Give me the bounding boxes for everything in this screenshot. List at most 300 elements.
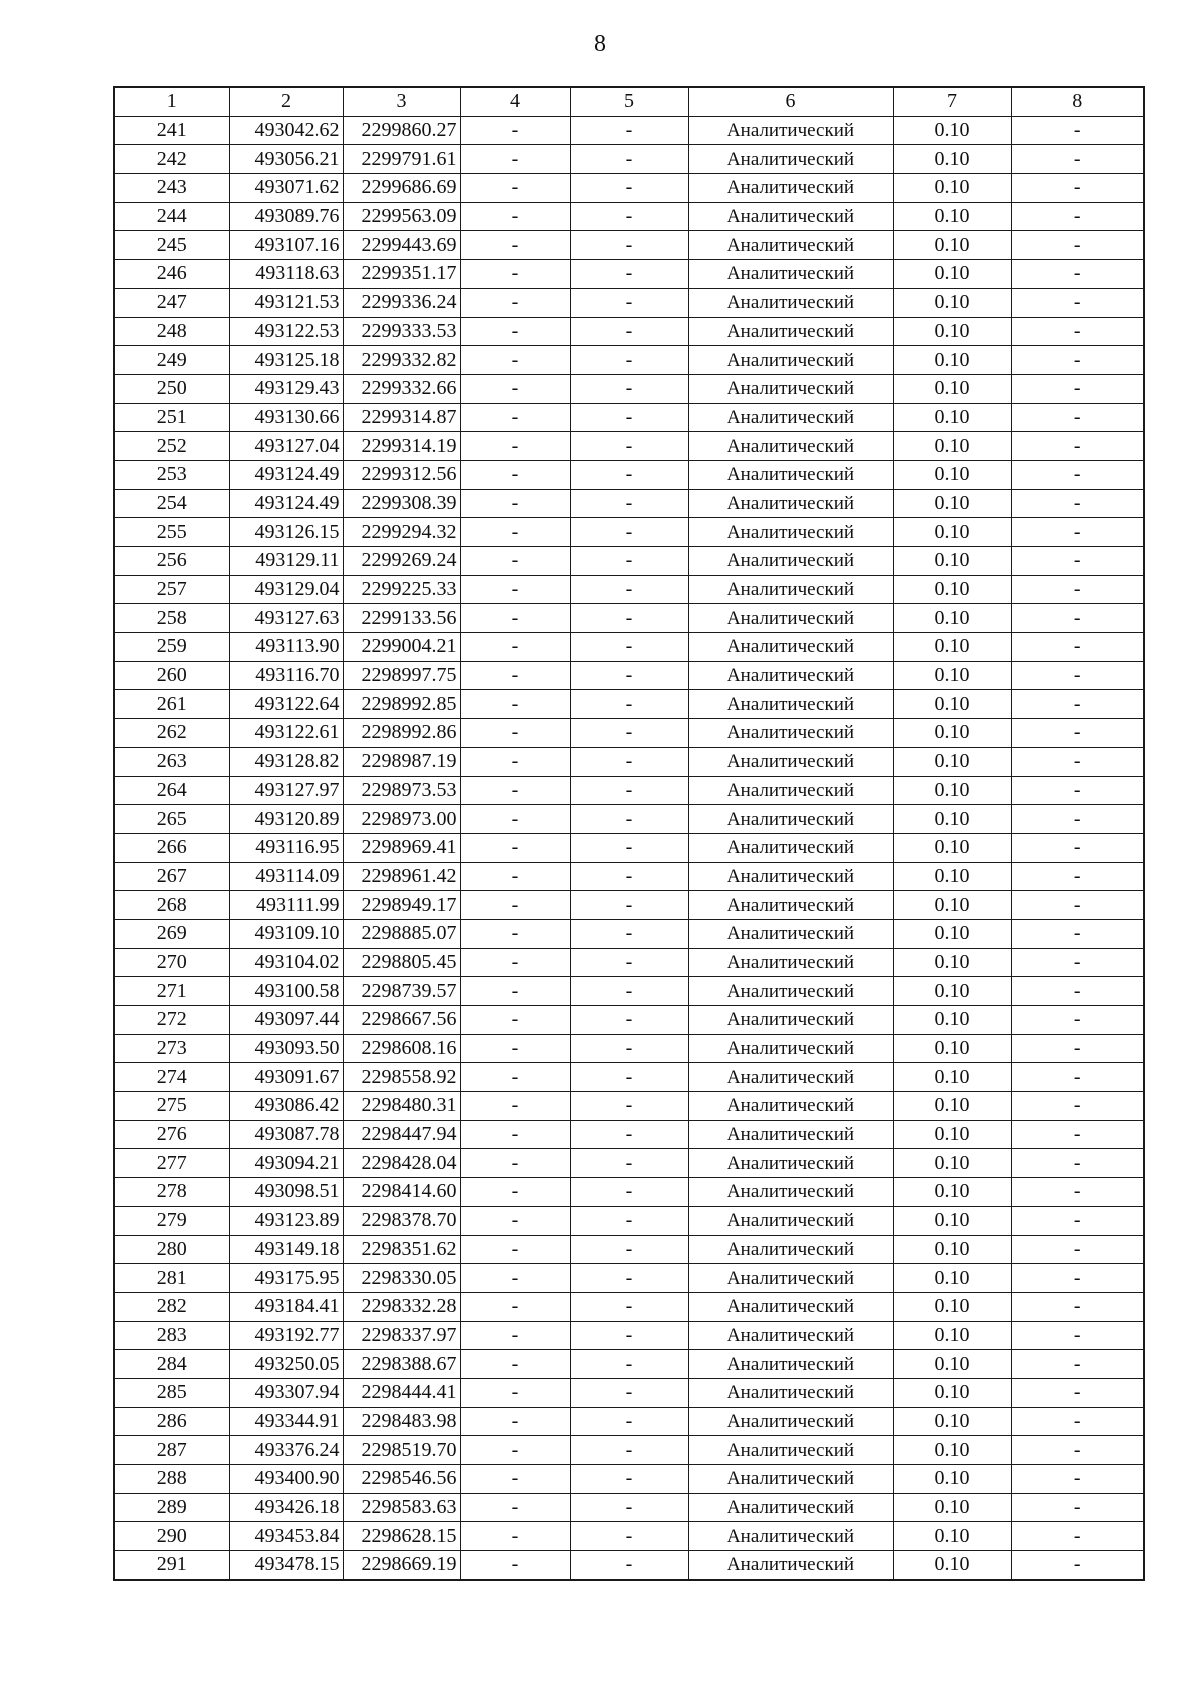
column-4-cell: - bbox=[460, 116, 570, 145]
x-coordinate-cell: 493089.76 bbox=[229, 202, 343, 231]
table-row bbox=[114, 1006, 1144, 1035]
y-coordinate-cell: 2298949.17 bbox=[343, 891, 460, 920]
accuracy-cell: 0.10 bbox=[893, 1378, 1011, 1407]
column-8-cell: - bbox=[1011, 489, 1144, 518]
column-8-cell: - bbox=[1011, 633, 1144, 662]
accuracy-cell: 0.10 bbox=[893, 805, 1011, 834]
column-4-cell: - bbox=[460, 1292, 570, 1321]
x-coordinate-cell: 493121.53 bbox=[229, 288, 343, 317]
column-8-cell: - bbox=[1011, 862, 1144, 891]
column-5-cell: - bbox=[570, 862, 688, 891]
method-cell: Аналитический bbox=[688, 1378, 893, 1407]
column-5-cell: - bbox=[570, 1034, 688, 1063]
y-coordinate-cell: 2298885.07 bbox=[343, 919, 460, 948]
column-4-cell: - bbox=[460, 948, 570, 977]
y-coordinate-cell: 2298628.15 bbox=[343, 1522, 460, 1551]
column-4-cell: - bbox=[460, 1350, 570, 1379]
point-number-cell: 243 bbox=[114, 174, 229, 203]
accuracy-cell: 0.10 bbox=[893, 1235, 1011, 1264]
point-number-cell: 249 bbox=[114, 346, 229, 375]
point-number-cell: 272 bbox=[114, 1006, 229, 1035]
method-cell: Аналитический bbox=[688, 145, 893, 174]
accuracy-cell: 0.10 bbox=[893, 231, 1011, 260]
accuracy-cell: 0.10 bbox=[893, 633, 1011, 662]
column-4-cell: - bbox=[460, 1493, 570, 1522]
table-row bbox=[114, 1092, 1144, 1121]
column-header: 1 bbox=[114, 87, 229, 116]
column-8-cell: - bbox=[1011, 1321, 1144, 1350]
x-coordinate-cell: 493400.90 bbox=[229, 1465, 343, 1494]
table-row bbox=[114, 719, 1144, 748]
column-5-cell: - bbox=[570, 1436, 688, 1465]
method-cell: Аналитический bbox=[688, 891, 893, 920]
x-coordinate-cell: 493149.18 bbox=[229, 1235, 343, 1264]
table-row bbox=[114, 202, 1144, 231]
point-number-cell: 250 bbox=[114, 374, 229, 403]
column-header: 6 bbox=[688, 87, 893, 116]
column-5-cell: - bbox=[570, 1092, 688, 1121]
point-number-cell: 260 bbox=[114, 661, 229, 690]
column-4-cell: - bbox=[460, 518, 570, 547]
column-4-cell: - bbox=[460, 346, 570, 375]
method-cell: Аналитический bbox=[688, 1493, 893, 1522]
point-number-cell: 266 bbox=[114, 833, 229, 862]
method-cell: Аналитический bbox=[688, 661, 893, 690]
point-number-cell: 244 bbox=[114, 202, 229, 231]
y-coordinate-cell: 2298378.70 bbox=[343, 1206, 460, 1235]
table-header-row bbox=[114, 87, 1144, 116]
column-8-cell: - bbox=[1011, 1235, 1144, 1264]
y-coordinate-cell: 2298667.56 bbox=[343, 1006, 460, 1035]
column-4-cell: - bbox=[460, 919, 570, 948]
point-number-cell: 265 bbox=[114, 805, 229, 834]
column-4-cell: - bbox=[460, 1149, 570, 1178]
column-5-cell: - bbox=[570, 1206, 688, 1235]
point-number-cell: 256 bbox=[114, 547, 229, 576]
accuracy-cell: 0.10 bbox=[893, 1465, 1011, 1494]
column-5-cell: - bbox=[570, 977, 688, 1006]
column-8-cell: - bbox=[1011, 604, 1144, 633]
x-coordinate-cell: 493125.18 bbox=[229, 346, 343, 375]
column-8-cell: - bbox=[1011, 948, 1144, 977]
column-4-cell: - bbox=[460, 891, 570, 920]
column-8-cell: - bbox=[1011, 1407, 1144, 1436]
table-row bbox=[114, 346, 1144, 375]
accuracy-cell: 0.10 bbox=[893, 1092, 1011, 1121]
x-coordinate-cell: 493127.97 bbox=[229, 776, 343, 805]
column-8-cell: - bbox=[1011, 1006, 1144, 1035]
x-coordinate-cell: 493094.21 bbox=[229, 1149, 343, 1178]
column-5-cell: - bbox=[570, 719, 688, 748]
column-8-cell: - bbox=[1011, 690, 1144, 719]
method-cell: Аналитический bbox=[688, 432, 893, 461]
x-coordinate-cell: 493042.62 bbox=[229, 116, 343, 145]
y-coordinate-cell: 2299443.69 bbox=[343, 231, 460, 260]
accuracy-cell: 0.10 bbox=[893, 1006, 1011, 1035]
column-5-cell: - bbox=[570, 805, 688, 834]
accuracy-cell: 0.10 bbox=[893, 604, 1011, 633]
point-number-cell: 247 bbox=[114, 288, 229, 317]
accuracy-cell: 0.10 bbox=[893, 460, 1011, 489]
column-4-cell: - bbox=[460, 1063, 570, 1092]
column-4-cell: - bbox=[460, 977, 570, 1006]
table-row bbox=[114, 1235, 1144, 1264]
column-5-cell: - bbox=[570, 489, 688, 518]
y-coordinate-cell: 2298973.53 bbox=[343, 776, 460, 805]
x-coordinate-cell: 493124.49 bbox=[229, 460, 343, 489]
table-row bbox=[114, 633, 1144, 662]
column-8-cell: - bbox=[1011, 288, 1144, 317]
table-row bbox=[114, 432, 1144, 461]
column-4-cell: - bbox=[460, 690, 570, 719]
table-row bbox=[114, 805, 1144, 834]
column-8-cell: - bbox=[1011, 1350, 1144, 1379]
method-cell: Аналитический bbox=[688, 805, 893, 834]
method-cell: Аналитический bbox=[688, 833, 893, 862]
accuracy-cell: 0.10 bbox=[893, 489, 1011, 518]
column-8-cell: - bbox=[1011, 1493, 1144, 1522]
table-row bbox=[114, 288, 1144, 317]
point-number-cell: 257 bbox=[114, 575, 229, 604]
column-header: 8 bbox=[1011, 87, 1144, 116]
column-8-cell: - bbox=[1011, 1149, 1144, 1178]
y-coordinate-cell: 2298997.75 bbox=[343, 661, 460, 690]
column-5-cell: - bbox=[570, 747, 688, 776]
column-8-cell: - bbox=[1011, 403, 1144, 432]
x-coordinate-cell: 493091.67 bbox=[229, 1063, 343, 1092]
point-number-cell: 285 bbox=[114, 1378, 229, 1407]
y-coordinate-cell: 2298669.19 bbox=[343, 1551, 460, 1580]
column-5-cell: - bbox=[570, 432, 688, 461]
column-4-cell: - bbox=[460, 403, 570, 432]
accuracy-cell: 0.10 bbox=[893, 317, 1011, 346]
method-cell: Аналитический bbox=[688, 116, 893, 145]
x-coordinate-cell: 493120.89 bbox=[229, 805, 343, 834]
accuracy-cell: 0.10 bbox=[893, 288, 1011, 317]
column-4-cell: - bbox=[460, 862, 570, 891]
y-coordinate-cell: 2298805.45 bbox=[343, 948, 460, 977]
table-row bbox=[114, 1178, 1144, 1207]
column-4-cell: - bbox=[460, 776, 570, 805]
accuracy-cell: 0.10 bbox=[893, 1178, 1011, 1207]
column-8-cell: - bbox=[1011, 145, 1144, 174]
column-8-cell: - bbox=[1011, 432, 1144, 461]
x-coordinate-cell: 493097.44 bbox=[229, 1006, 343, 1035]
column-4-cell: - bbox=[460, 805, 570, 834]
method-cell: Аналитический bbox=[688, 1321, 893, 1350]
column-5-cell: - bbox=[570, 202, 688, 231]
y-coordinate-cell: 2298969.41 bbox=[343, 833, 460, 862]
x-coordinate-cell: 493127.04 bbox=[229, 432, 343, 461]
accuracy-cell: 0.10 bbox=[893, 1264, 1011, 1293]
y-coordinate-cell: 2298546.56 bbox=[343, 1465, 460, 1494]
column-8-cell: - bbox=[1011, 1063, 1144, 1092]
accuracy-cell: 0.10 bbox=[893, 346, 1011, 375]
x-coordinate-cell: 493116.95 bbox=[229, 833, 343, 862]
column-8-cell: - bbox=[1011, 1292, 1144, 1321]
method-cell: Аналитический bbox=[688, 1149, 893, 1178]
column-5-cell: - bbox=[570, 633, 688, 662]
method-cell: Аналитический bbox=[688, 1465, 893, 1494]
point-number-cell: 252 bbox=[114, 432, 229, 461]
column-8-cell: - bbox=[1011, 317, 1144, 346]
column-8-cell: - bbox=[1011, 1465, 1144, 1494]
column-5-cell: - bbox=[570, 547, 688, 576]
accuracy-cell: 0.10 bbox=[893, 202, 1011, 231]
accuracy-cell: 0.10 bbox=[893, 977, 1011, 1006]
table-row bbox=[114, 231, 1144, 260]
accuracy-cell: 0.10 bbox=[893, 1407, 1011, 1436]
y-coordinate-cell: 2299294.32 bbox=[343, 518, 460, 547]
column-8-cell: - bbox=[1011, 1092, 1144, 1121]
column-8-cell: - bbox=[1011, 1178, 1144, 1207]
y-coordinate-cell: 2298558.92 bbox=[343, 1063, 460, 1092]
column-8-cell: - bbox=[1011, 1522, 1144, 1551]
point-number-cell: 246 bbox=[114, 260, 229, 289]
point-number-cell: 286 bbox=[114, 1407, 229, 1436]
column-4-cell: - bbox=[460, 202, 570, 231]
y-coordinate-cell: 2299332.82 bbox=[343, 346, 460, 375]
column-8-cell: - bbox=[1011, 719, 1144, 748]
x-coordinate-cell: 493344.91 bbox=[229, 1407, 343, 1436]
table-row bbox=[114, 1407, 1144, 1436]
column-5-cell: - bbox=[570, 1120, 688, 1149]
accuracy-cell: 0.10 bbox=[893, 1063, 1011, 1092]
method-cell: Аналитический bbox=[688, 862, 893, 891]
column-5-cell: - bbox=[570, 346, 688, 375]
method-cell: Аналитический bbox=[688, 1292, 893, 1321]
method-cell: Аналитический bbox=[688, 1407, 893, 1436]
y-coordinate-cell: 2299351.17 bbox=[343, 260, 460, 289]
column-5-cell: - bbox=[570, 891, 688, 920]
column-4-cell: - bbox=[460, 547, 570, 576]
column-5-cell: - bbox=[570, 374, 688, 403]
accuracy-cell: 0.10 bbox=[893, 833, 1011, 862]
y-coordinate-cell: 2298987.19 bbox=[343, 747, 460, 776]
column-4-cell: - bbox=[460, 260, 570, 289]
x-coordinate-cell: 493175.95 bbox=[229, 1264, 343, 1293]
accuracy-cell: 0.10 bbox=[893, 547, 1011, 576]
y-coordinate-cell: 2298351.62 bbox=[343, 1235, 460, 1264]
column-8-cell: - bbox=[1011, 518, 1144, 547]
method-cell: Аналитический bbox=[688, 1092, 893, 1121]
method-cell: Аналитический bbox=[688, 231, 893, 260]
point-number-cell: 288 bbox=[114, 1465, 229, 1494]
column-8-cell: - bbox=[1011, 260, 1144, 289]
table-row bbox=[114, 1493, 1144, 1522]
point-number-cell: 255 bbox=[114, 518, 229, 547]
y-coordinate-cell: 2299314.19 bbox=[343, 432, 460, 461]
table-row bbox=[114, 1034, 1144, 1063]
point-number-cell: 273 bbox=[114, 1034, 229, 1063]
column-8-cell: - bbox=[1011, 1206, 1144, 1235]
table-row bbox=[114, 690, 1144, 719]
table-row bbox=[114, 1522, 1144, 1551]
point-number-cell: 253 bbox=[114, 460, 229, 489]
method-cell: Аналитический bbox=[688, 747, 893, 776]
page-number: 8 bbox=[594, 31, 606, 57]
column-4-cell: - bbox=[460, 1034, 570, 1063]
column-5-cell: - bbox=[570, 1264, 688, 1293]
x-coordinate-cell: 493192.77 bbox=[229, 1321, 343, 1350]
column-5-cell: - bbox=[570, 145, 688, 174]
column-4-cell: - bbox=[460, 288, 570, 317]
y-coordinate-cell: 2298973.00 bbox=[343, 805, 460, 834]
method-cell: Аналитический bbox=[688, 1034, 893, 1063]
method-cell: Аналитический bbox=[688, 919, 893, 948]
y-coordinate-cell: 2298483.98 bbox=[343, 1407, 460, 1436]
x-coordinate-cell: 493087.78 bbox=[229, 1120, 343, 1149]
point-number-cell: 290 bbox=[114, 1522, 229, 1551]
column-5-cell: - bbox=[570, 1235, 688, 1264]
column-4-cell: - bbox=[460, 1465, 570, 1494]
point-number-cell: 254 bbox=[114, 489, 229, 518]
y-coordinate-cell: 2299336.24 bbox=[343, 288, 460, 317]
method-cell: Аналитический bbox=[688, 1522, 893, 1551]
y-coordinate-cell: 2298519.70 bbox=[343, 1436, 460, 1465]
x-coordinate-cell: 493307.94 bbox=[229, 1378, 343, 1407]
table-row bbox=[114, 145, 1144, 174]
column-8-cell: - bbox=[1011, 202, 1144, 231]
accuracy-cell: 0.10 bbox=[893, 948, 1011, 977]
column-5-cell: - bbox=[570, 1522, 688, 1551]
column-8-cell: - bbox=[1011, 661, 1144, 690]
column-header: 4 bbox=[460, 87, 570, 116]
column-4-cell: - bbox=[460, 661, 570, 690]
point-number-cell: 270 bbox=[114, 948, 229, 977]
point-number-cell: 259 bbox=[114, 633, 229, 662]
method-cell: Аналитический bbox=[688, 1264, 893, 1293]
table-row bbox=[114, 1292, 1144, 1321]
y-coordinate-cell: 2299332.66 bbox=[343, 374, 460, 403]
method-cell: Аналитический bbox=[688, 1206, 893, 1235]
column-5-cell: - bbox=[570, 1493, 688, 1522]
accuracy-cell: 0.10 bbox=[893, 862, 1011, 891]
column-8-cell: - bbox=[1011, 1034, 1144, 1063]
accuracy-cell: 0.10 bbox=[893, 1292, 1011, 1321]
column-4-cell: - bbox=[460, 374, 570, 403]
column-5-cell: - bbox=[570, 174, 688, 203]
accuracy-cell: 0.10 bbox=[893, 174, 1011, 203]
table-row bbox=[114, 1264, 1144, 1293]
x-coordinate-cell: 493122.64 bbox=[229, 690, 343, 719]
method-cell: Аналитический bbox=[688, 260, 893, 289]
accuracy-cell: 0.10 bbox=[893, 661, 1011, 690]
x-coordinate-cell: 493128.82 bbox=[229, 747, 343, 776]
accuracy-cell: 0.10 bbox=[893, 403, 1011, 432]
y-coordinate-cell: 2299686.69 bbox=[343, 174, 460, 203]
table-row bbox=[114, 547, 1144, 576]
point-number-cell: 284 bbox=[114, 1350, 229, 1379]
x-coordinate-cell: 493426.18 bbox=[229, 1493, 343, 1522]
column-4-cell: - bbox=[460, 719, 570, 748]
table-row bbox=[114, 489, 1144, 518]
column-8-cell: - bbox=[1011, 1551, 1144, 1580]
point-number-cell: 241 bbox=[114, 116, 229, 145]
method-cell: Аналитический bbox=[688, 1120, 893, 1149]
y-coordinate-cell: 2298961.42 bbox=[343, 862, 460, 891]
method-cell: Аналитический bbox=[688, 518, 893, 547]
column-5-cell: - bbox=[570, 1378, 688, 1407]
x-coordinate-cell: 493453.84 bbox=[229, 1522, 343, 1551]
column-8-cell: - bbox=[1011, 776, 1144, 805]
column-4-cell: - bbox=[460, 1378, 570, 1407]
column-4-cell: - bbox=[460, 489, 570, 518]
column-5-cell: - bbox=[570, 690, 688, 719]
y-coordinate-cell: 2299312.56 bbox=[343, 460, 460, 489]
column-4-cell: - bbox=[460, 460, 570, 489]
y-coordinate-cell: 2298739.57 bbox=[343, 977, 460, 1006]
accuracy-cell: 0.10 bbox=[893, 776, 1011, 805]
x-coordinate-cell: 493250.05 bbox=[229, 1350, 343, 1379]
column-4-cell: - bbox=[460, 1206, 570, 1235]
point-number-cell: 280 bbox=[114, 1235, 229, 1264]
method-cell: Аналитический bbox=[688, 346, 893, 375]
column-8-cell: - bbox=[1011, 1436, 1144, 1465]
column-4-cell: - bbox=[460, 1092, 570, 1121]
accuracy-cell: 0.10 bbox=[893, 260, 1011, 289]
column-header: 3 bbox=[343, 87, 460, 116]
x-coordinate-cell: 493118.63 bbox=[229, 260, 343, 289]
point-number-cell: 245 bbox=[114, 231, 229, 260]
method-cell: Аналитический bbox=[688, 1178, 893, 1207]
accuracy-cell: 0.10 bbox=[893, 1551, 1011, 1580]
column-header: 5 bbox=[570, 87, 688, 116]
y-coordinate-cell: 2299563.09 bbox=[343, 202, 460, 231]
point-number-cell: 277 bbox=[114, 1149, 229, 1178]
x-coordinate-cell: 493056.21 bbox=[229, 145, 343, 174]
point-number-cell: 248 bbox=[114, 317, 229, 346]
table-row bbox=[114, 260, 1144, 289]
table-row bbox=[114, 891, 1144, 920]
column-4-cell: - bbox=[460, 231, 570, 260]
x-coordinate-cell: 493130.66 bbox=[229, 403, 343, 432]
point-number-cell: 269 bbox=[114, 919, 229, 948]
column-5-cell: - bbox=[570, 1178, 688, 1207]
column-4-cell: - bbox=[460, 174, 570, 203]
column-4-cell: - bbox=[460, 575, 570, 604]
column-5-cell: - bbox=[570, 403, 688, 432]
table-row bbox=[114, 862, 1144, 891]
column-8-cell: - bbox=[1011, 919, 1144, 948]
column-4-cell: - bbox=[460, 1178, 570, 1207]
x-coordinate-cell: 493126.15 bbox=[229, 518, 343, 547]
column-8-cell: - bbox=[1011, 891, 1144, 920]
point-number-cell: 267 bbox=[114, 862, 229, 891]
column-8-cell: - bbox=[1011, 231, 1144, 260]
x-coordinate-cell: 493107.16 bbox=[229, 231, 343, 260]
column-header: 2 bbox=[229, 87, 343, 116]
table-row bbox=[114, 575, 1144, 604]
accuracy-cell: 0.10 bbox=[893, 374, 1011, 403]
column-8-cell: - bbox=[1011, 1120, 1144, 1149]
method-cell: Аналитический bbox=[688, 460, 893, 489]
table-row bbox=[114, 1378, 1144, 1407]
table-row bbox=[114, 116, 1144, 145]
table-row bbox=[114, 661, 1144, 690]
x-coordinate-cell: 493122.53 bbox=[229, 317, 343, 346]
column-4-cell: - bbox=[460, 1235, 570, 1264]
table-row bbox=[114, 1120, 1144, 1149]
accuracy-cell: 0.10 bbox=[893, 747, 1011, 776]
table-row bbox=[114, 518, 1144, 547]
point-number-cell: 283 bbox=[114, 1321, 229, 1350]
column-8-cell: - bbox=[1011, 747, 1144, 776]
x-coordinate-cell: 493116.70 bbox=[229, 661, 343, 690]
column-5-cell: - bbox=[570, 833, 688, 862]
method-cell: Аналитический bbox=[688, 633, 893, 662]
accuracy-cell: 0.10 bbox=[893, 1034, 1011, 1063]
